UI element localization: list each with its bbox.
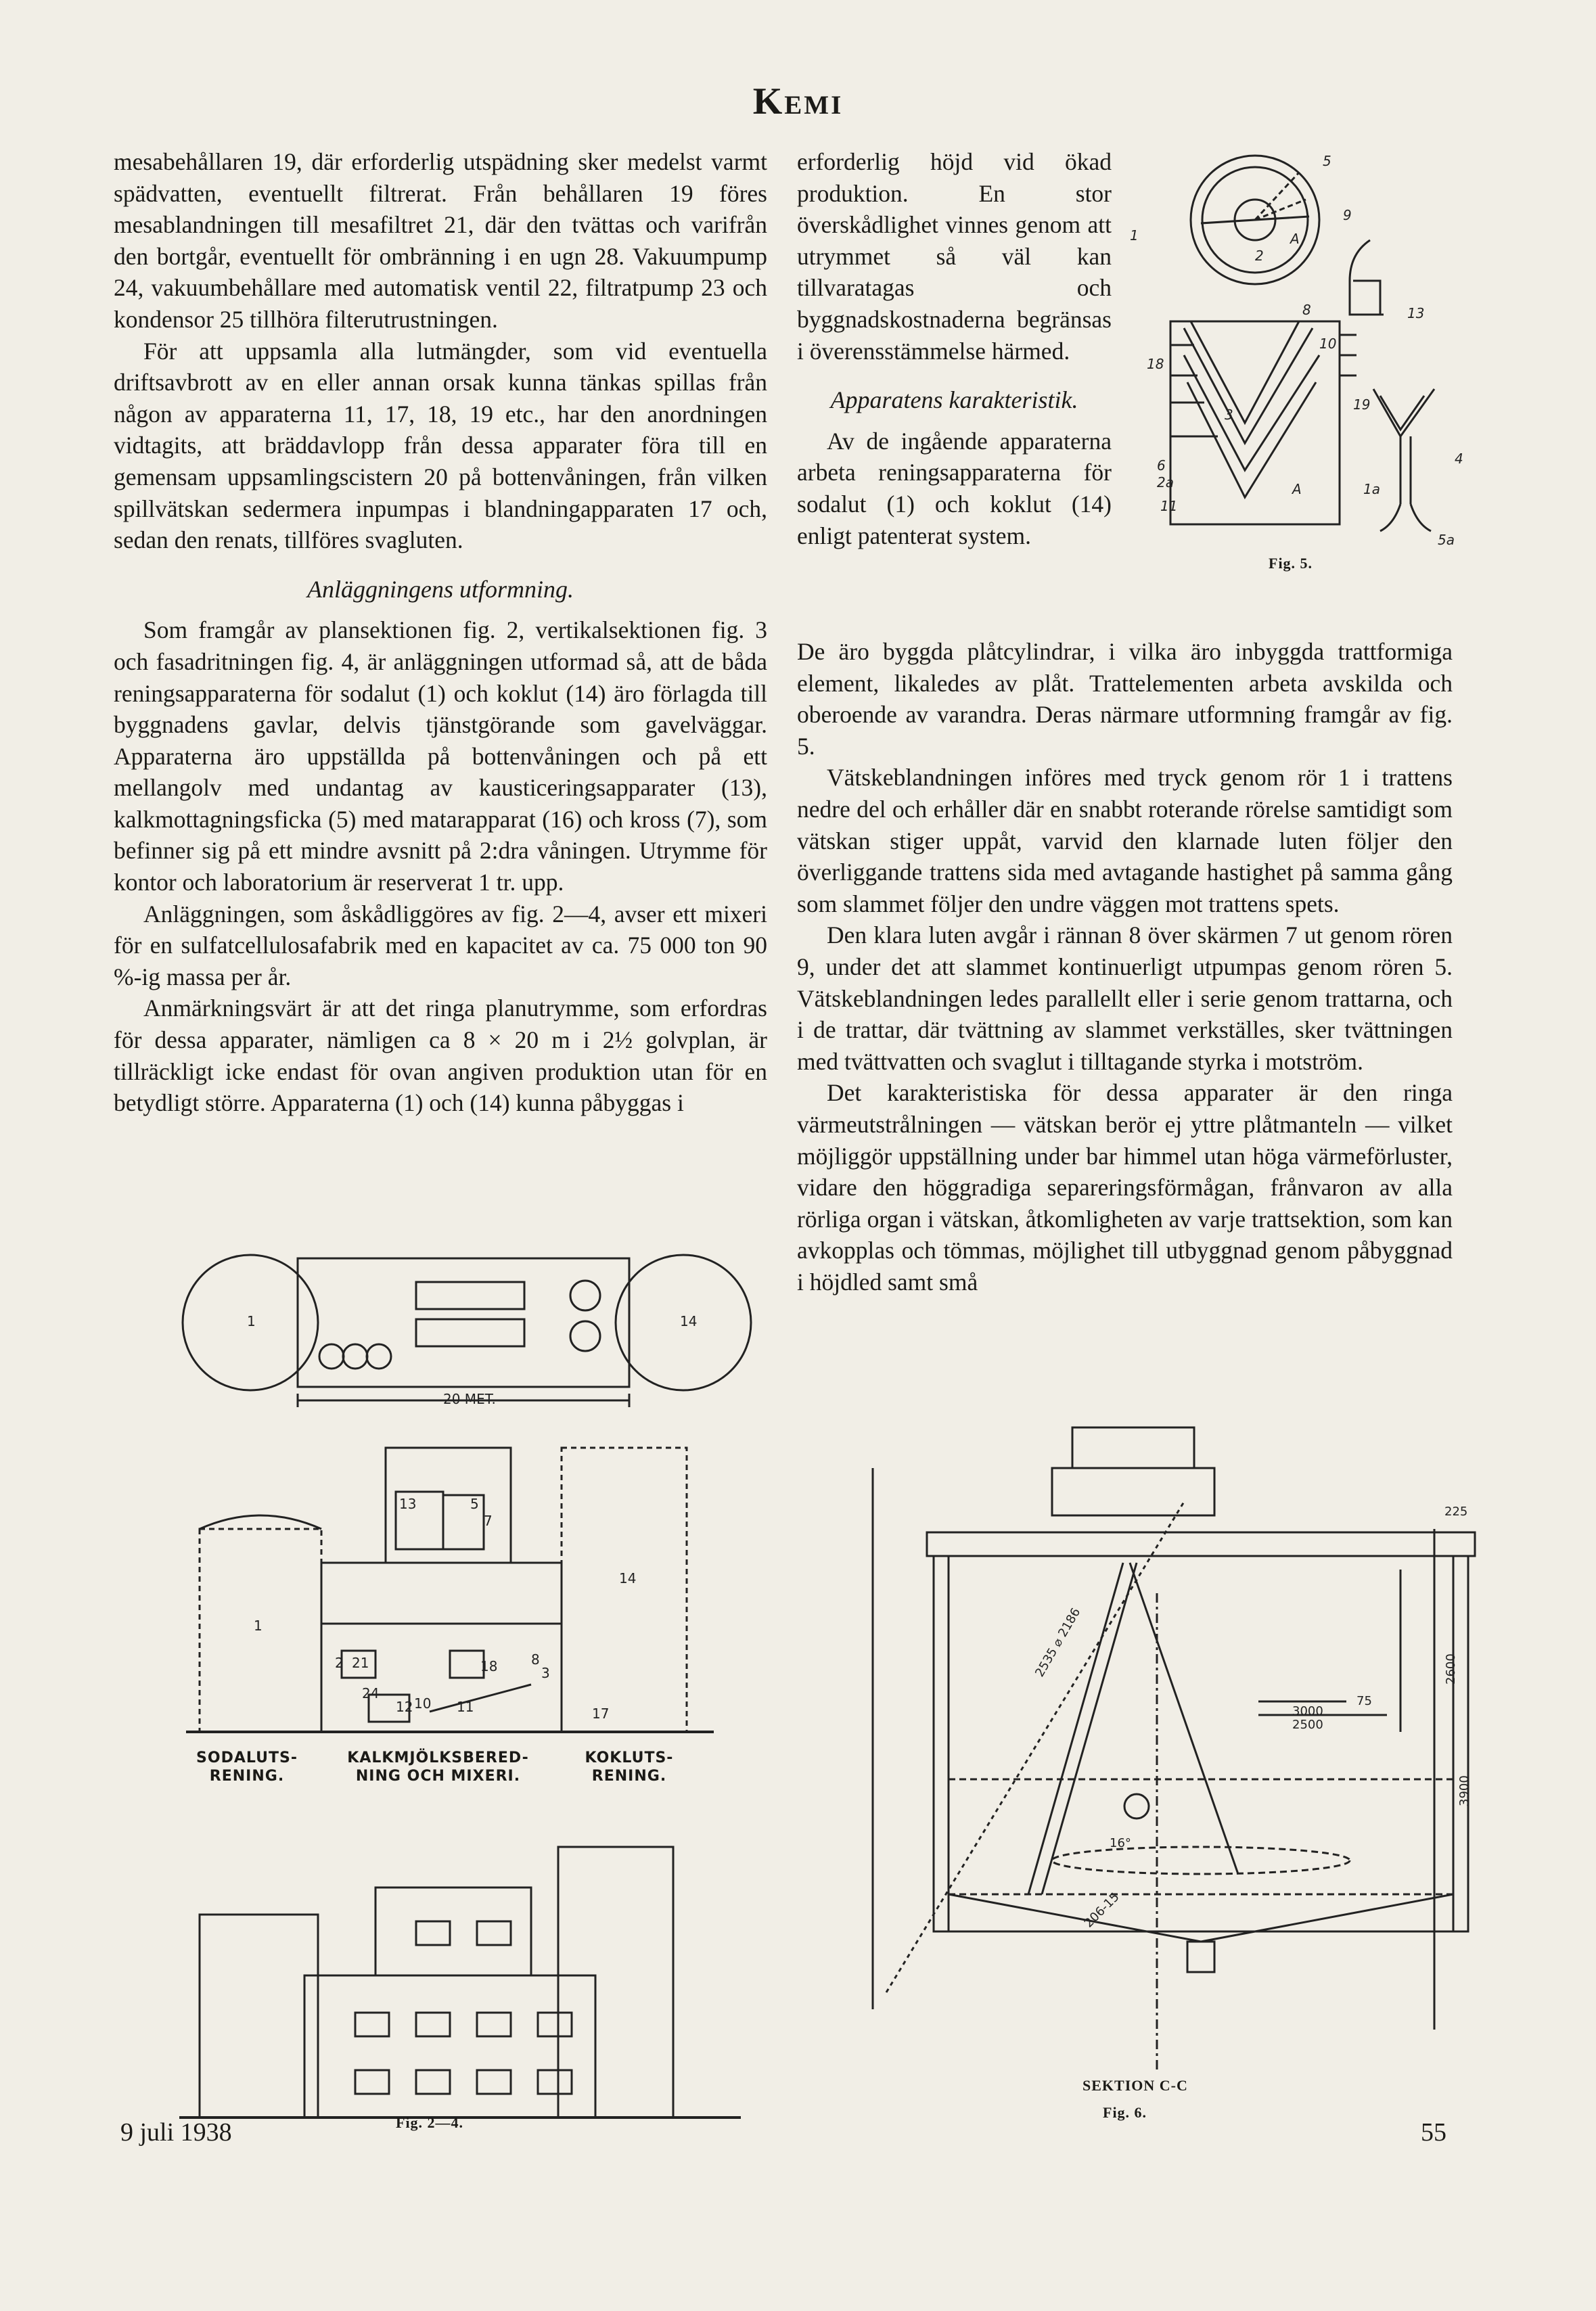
right-column-top <box>797 146 1112 551</box>
svg-text:3: 3 <box>541 1665 550 1681</box>
fig2-label: SODALUTS-RENING. <box>196 1749 298 1785</box>
svg-text:12: 12 <box>396 1699 413 1715</box>
svg-text:1: 1 <box>1130 227 1139 244</box>
svg-text:225: 225 <box>1444 1505 1468 1519</box>
svg-text:24: 24 <box>362 1685 380 1701</box>
svg-text:3900: 3900 <box>1457 1775 1472 1806</box>
svg-text:206-15: 206-15 <box>1081 1890 1122 1931</box>
svg-text:A: A <box>1292 481 1302 497</box>
fig2-4-caption: Fig. 2—4. <box>396 2114 464 2131</box>
svg-text:1: 1 <box>254 1618 263 1634</box>
paragraph: Som framgår av plansektionen fig. 2, vertikalsektionen fig. 3 och fasadritningen fig. 4, är anläggningen utformad så, att de båda reningsapparaterna för sodalut (1) och koklut (14) äro förlagda till byggnadens gavlar, delvis tjänstgörande som gavelväggar. Apparaterna äro uppställda på bottenvåningen och på ett mellangolv med undantag av kausticeringsapparater (13), kalkmottagningsficka (5) med matarapparat (16) och kross (7), som befinner sig på ett mindre avsnitt på 2:dra våningen. Utrymme för kontor och laboratorium är reserverat 1 tr. upp. <box>114 616 767 896</box>
svg-text:75: 75 <box>1356 1694 1372 1708</box>
paragraph: De äro byggda plåtcylindrar, i vilka äro inbyggda trattformiga element, likaledes av plåt. Trattelementen arbeta avskilda och oberoende av varandra. Deras närmare utformning framgår av fig. 5. <box>797 638 1453 760</box>
svg-text:6: 6 <box>1157 457 1166 474</box>
paragraph: mesabehållaren 19, där erforderlig utspädning sker medelst varmt spädvatten, eventuellt filtrerat. Från behållaren 19 föres mesablandningen till mesafiltret 21, där den tvättas och varifrån den bortgår, eventuellt för ombränning i en ugn 28. Vakuumpump 24, vakuumbehållare med automatisk ventil 22, filtratpump 23 och kondensor 25 tillhöra filterutrustningen. <box>114 148 767 333</box>
right-column <box>797 636 1453 1298</box>
svg-text:1: 1 <box>247 1313 256 1329</box>
svg-text:9: 9 <box>1343 207 1352 223</box>
fig2-label: KALKMJÖLKSBERED-NING OCH MIXERI. <box>347 1749 529 1785</box>
svg-text:21: 21 <box>352 1655 369 1671</box>
section-header: Kemi <box>752 81 844 122</box>
svg-text:2: 2 <box>335 1655 344 1671</box>
svg-text:2600: 2600 <box>1444 1653 1458 1685</box>
paragraph: Det karakteristiska för dessa apparater är den ringa värmeutstrålningen — vätskan berör ej yttre plåtmanteln — vilket möjliggör uppställning under bar himmel utan höga värmeförluster, vidare den höggradiga separeringsförmågan, frånvaron av alla rörliga organ i vätskan, åtkomligheten av varje trattsektion, som kan avkopplas och tömmas, möjlighet till utbyggnad genom påbyggnad i höjdled samt små <box>797 1079 1453 1296</box>
svg-text:18: 18 <box>1147 356 1164 372</box>
svg-text:10: 10 <box>414 1695 432 1712</box>
svg-text:18: 18 <box>480 1658 498 1674</box>
fig6-section-label: SEKTION C-C <box>1082 2077 1188 2094</box>
svg-text:13: 13 <box>399 1496 417 1512</box>
svg-text:4: 4 <box>1455 451 1463 467</box>
fig2-label: KOKLUTS-RENING. <box>585 1749 674 1785</box>
svg-text:11: 11 <box>1160 498 1178 514</box>
paragraph: För att uppsamla alla lutmängder, som vid eventuella driftsavbrott av en eller annan orsak kunna tänkas spillas från någon av apparaterna 11, 17, 18, 19 etc., har den anordningen vidtagits, att bräddavlopp från dessa apparater föra till en gemensam uppsamlingscistern 20 på bottenvåningen, från vilken spillvätskan sedermera inpumpas i blandningapparaten 17 och, sedan den renats, tillföres svagluten. <box>114 337 767 554</box>
footer-page: 55 <box>1421 2118 1446 2147</box>
fig2-4-drawing <box>173 1245 748 2138</box>
svg-text:5a: 5a <box>1438 532 1455 548</box>
fig6-caption: Fig. 6. <box>1103 2104 1147 2121</box>
fig5-drawing <box>1130 152 1495 572</box>
svg-text:1a: 1a <box>1363 481 1380 497</box>
svg-text:A: A <box>1290 231 1300 247</box>
svg-text:8: 8 <box>531 1651 540 1668</box>
svg-text:8: 8 <box>1302 302 1311 318</box>
svg-text:2500: 2500 <box>1292 1718 1323 1732</box>
section-heading: Anläggningens utformning. <box>307 575 574 603</box>
svg-text:5: 5 <box>1323 153 1331 169</box>
section-heading: Apparatens karakteristik. <box>830 386 1078 414</box>
svg-text:20 MET.: 20 MET. <box>443 1391 496 1407</box>
svg-text:14: 14 <box>619 1570 637 1586</box>
svg-text:3000: 3000 <box>1292 1704 1323 1718</box>
footer-date: 9 juli 1938 <box>120 2118 232 2147</box>
fig5-caption: Fig. 5. <box>1269 555 1313 572</box>
svg-text:19: 19 <box>1353 396 1371 413</box>
svg-text:2535 ⌀ 2186: 2535 ⌀ 2186 <box>1032 1605 1084 1680</box>
paragraph: Den klara luten avgår i rännan 8 över skärmen 7 ut genom rören 9, under det att slammet kontinuerligt utpumpas genom rören 5. Vätskeblandningen ledes parallellt eller i serie genom trattarna, och i de trattar, där tvättning av slammet verkställes, sker tvättningen med tvättvatten och svaglut i tilltagande styrka i motström. <box>797 921 1453 1075</box>
paragraph: Anmärkningsvärt är att det ringa planutrymme, som erfordras för dessa apparater, nämligen ca 8 × 20 m i 2½ golvplan, är tillräckligt icke endast för ovan angiven produktion utan för en betydligt större. Apparaterna (1) och (14) kunna påbyggas i <box>114 994 767 1117</box>
paragraph: erforderlig höjd vid ökad produktion. En stor överskådlighet vinnes genom att utrymmet så väl kan tillvaratagas och byggnadskostnaderna begränsas i överensstämmelse härmed. <box>797 148 1112 365</box>
left-column <box>114 146 767 1119</box>
svg-text:5: 5 <box>470 1496 479 1512</box>
svg-text:2: 2 <box>1255 248 1264 264</box>
paragraph: Vätskeblandningen införes med tryck genom rör 1 i trattens nedre del och erhåller där en snabbt roterande rörelse samtidigt som vätskan stiger uppåt, varvid den klarnade luten följer den överliggande trattens sida med avtagande hastighet på samma gång som slammet följer den undre väggen mot trattens spets. <box>797 764 1453 917</box>
svg-text:17: 17 <box>592 1706 610 1722</box>
svg-text:2a: 2a <box>1157 474 1174 490</box>
fig6-drawing <box>805 1427 1488 2104</box>
paragraph: Av de ingående apparaterna arbeta reningsapparaterna för sodalut (1) och koklut (14) enligt patenterat system. <box>797 427 1112 549</box>
paragraph: Anläggningen, som åskådliggöres av fig. 2—4, avser ett mixeri för en sulfatcellulosafabrik med en kapacitet av ca. 75 000 ton 90 %-ig massa per år. <box>114 900 767 990</box>
svg-text:3: 3 <box>1225 407 1233 423</box>
svg-text:14: 14 <box>680 1313 698 1329</box>
svg-text:11: 11 <box>457 1699 474 1715</box>
svg-text:13: 13 <box>1407 305 1425 321</box>
svg-text:10: 10 <box>1319 336 1337 352</box>
svg-text:7: 7 <box>484 1513 493 1529</box>
svg-text:16°: 16° <box>1110 1836 1131 1850</box>
